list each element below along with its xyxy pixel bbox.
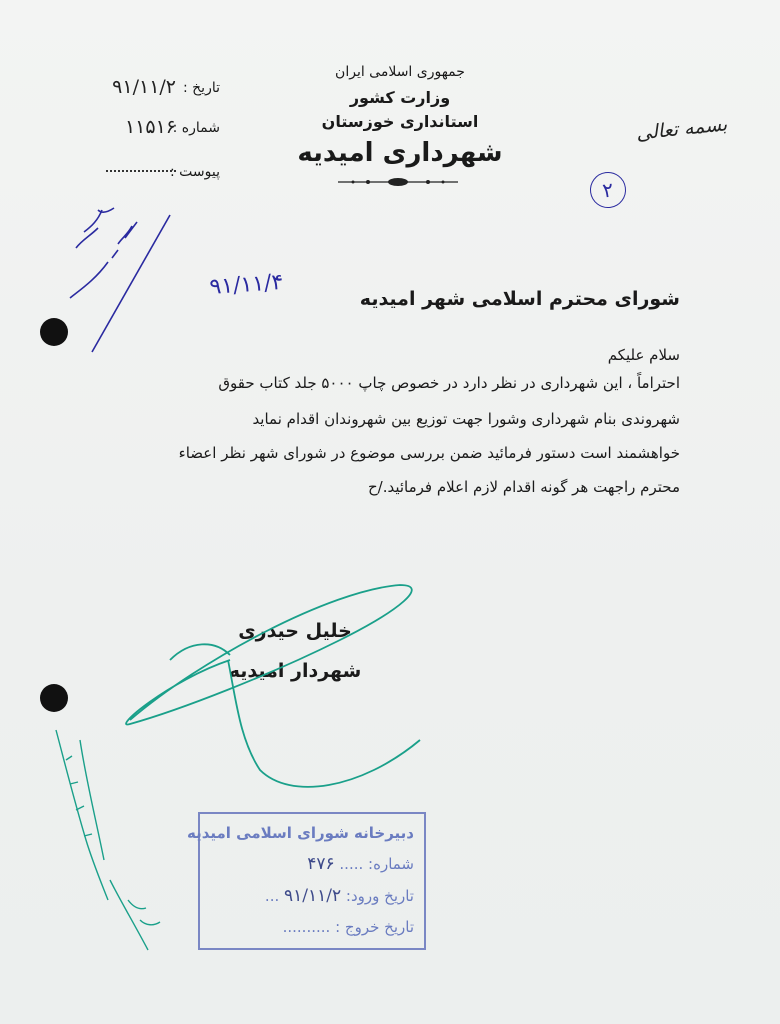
letter-addressee: شورای محترم اسلامی شهر امیدیه (359, 288, 680, 310)
stamp-entry-label: تاریخ ورود: (345, 887, 414, 905)
header-governorate: استانداری خوزستان (321, 112, 479, 131)
green-signature (126, 585, 420, 787)
date-field (80, 76, 220, 102)
page-marker-circle: ۲ (588, 170, 629, 211)
handwritten-date-top: ۹۱/۱۱/۴ (208, 269, 285, 300)
number-value: ۱۱۵۱۶ (124, 116, 176, 138)
signer-title: شهردار امیدیه (228, 660, 362, 682)
punch-hole-top (40, 318, 68, 346)
date-value: ۹۱/۱۱/۲ (112, 76, 176, 98)
blue-handwritten-annotation (70, 208, 170, 352)
date-label: تاریخ : (182, 80, 220, 96)
number-label: شماره : (172, 120, 220, 136)
attachment-label: پیوست : (170, 164, 220, 180)
signer-name: خلیل حیدری (238, 620, 352, 642)
stamp-number-value: ۴۷۶ (307, 854, 335, 874)
header-municipality: شهرداری امیدیه (297, 138, 503, 168)
letter-body-line: شهروندی بنام شهرداری وشورا جهت توزیع بین شهروندان اقدام نماید (252, 410, 680, 428)
stamp-number-label: شماره: (368, 855, 414, 873)
letter-body-line: احتراماً ، این شهرداری در نظر دارد در خصوص چاپ ۵۰۰۰ جلد کتاب حقوق (218, 374, 680, 392)
number-field (80, 116, 220, 142)
header-republic: جمهوری اسلامی ایران (335, 64, 465, 80)
stamp-entry-row: تاریخ ورود: ۹۱/۱۱/۲ ... (264, 886, 414, 906)
punch-hole-bottom (40, 684, 68, 712)
green-handwritten-note (56, 730, 160, 950)
letter-body-line: خواهشمند است دستور فرمائید ضمن بررسی موضوع در شورای شهر نظر اعضاء (178, 444, 680, 462)
stamp-exit-row: تاریخ خروج : .......... (282, 918, 414, 936)
header-ornament (338, 176, 458, 188)
attachment-dotted-line (106, 170, 176, 172)
stamp-entry-value: ۹۱/۱۱/۲ (284, 886, 342, 906)
bismillah-heading: بسمه تعالی (635, 113, 729, 145)
stamp-title: دبیرخانه شورای اسلامی امیدیه (187, 824, 414, 842)
secretariat-stamp (187, 812, 426, 950)
letter-greeting: سلام علیکم (607, 346, 680, 364)
stamp-exit-label: تاریخ خروج : (335, 918, 414, 936)
header-ministry: وزارت کشور (349, 88, 451, 107)
stamp-number-row: شماره: ..... ۴۷۶ (307, 854, 414, 874)
attachment-field (80, 164, 220, 186)
letter-body-line: محترم راجهت هر گونه اقدام لازم اعلام فرمائید./ح (367, 478, 680, 496)
